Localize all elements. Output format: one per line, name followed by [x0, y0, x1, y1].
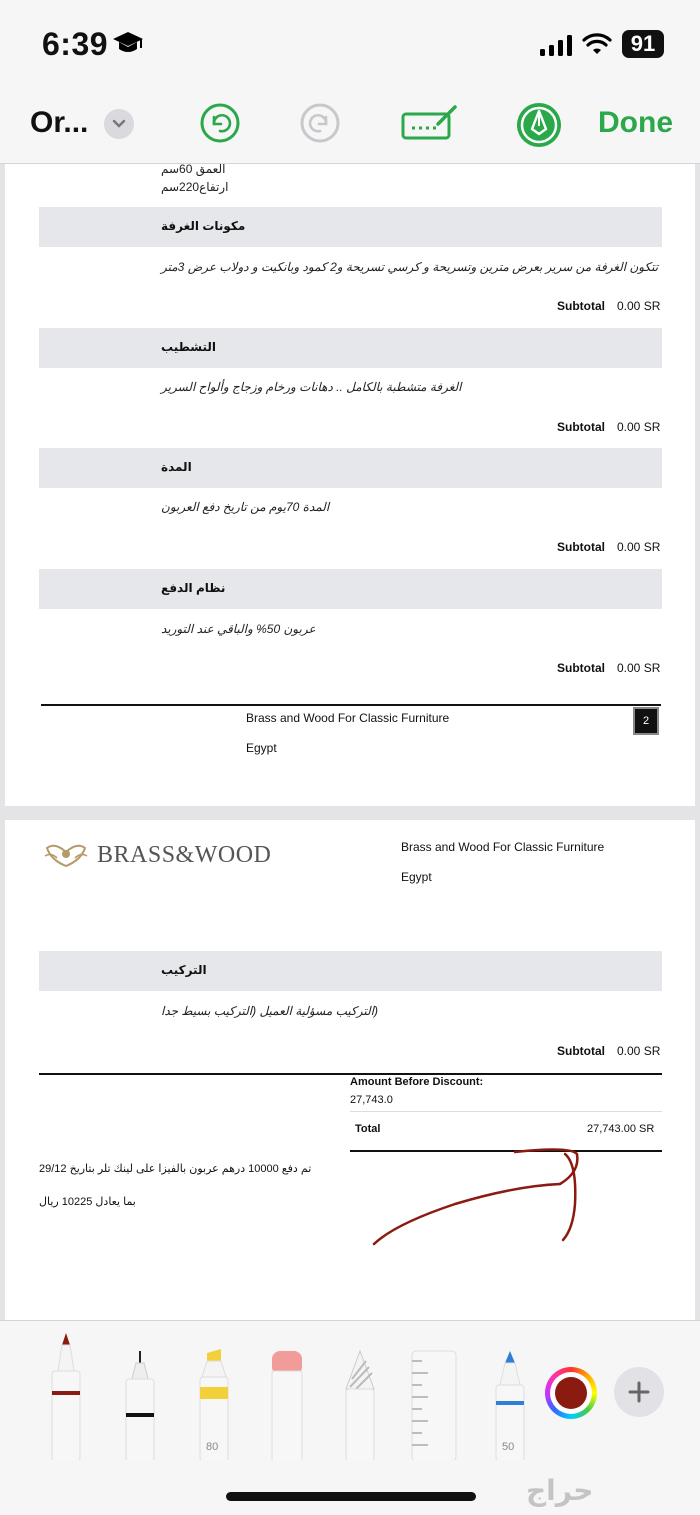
battery-indicator: 91 [622, 30, 664, 58]
document-view[interactable] [0, 164, 700, 1320]
color-picker-button[interactable] [545, 1367, 597, 1419]
footer-divider [41, 704, 661, 706]
status-time: 6:39 [42, 26, 109, 62]
selected-color-swatch [555, 1377, 587, 1409]
section-title: التشطيب [161, 340, 217, 354]
section-header [39, 207, 662, 247]
logo-wordmark: BRASS&WOOD [97, 841, 272, 868]
crayon-width-label: 50 [502, 1441, 515, 1453]
subtotal-value: 0.00 SR [617, 540, 661, 554]
totals-divider [39, 1073, 662, 1075]
company-name: Brass and Wood For Classic Furniture [401, 840, 605, 854]
document-title[interactable]: Or... [30, 106, 89, 139]
total-value: 27,743.00 SR [587, 1123, 655, 1135]
redo-button[interactable] [299, 102, 341, 144]
lasso-tool[interactable] [342, 1349, 378, 1461]
payment-note-line1: تم دفع 10000 درهم عربون بالفيزا على لينك تلر بتاريخ 29/12 [39, 1163, 312, 1175]
subtotal-label: Subtotal [557, 299, 605, 313]
color-picker-ring [550, 1372, 592, 1414]
handwritten-arrow-annotation [365, 1144, 595, 1248]
undo-button[interactable] [199, 102, 241, 144]
chevron-down-icon [112, 119, 126, 129]
title-menu-button[interactable] [104, 109, 134, 139]
home-area [0, 1460, 700, 1515]
section-body: المدة 70يوم من تاريخ دفع العربون [161, 500, 330, 514]
subtotal-label: Subtotal [557, 1044, 605, 1058]
section-title: التركيب [161, 963, 207, 977]
wifi-icon [582, 32, 612, 61]
subtotal-label: Subtotal [557, 661, 605, 675]
section-body: عربون 50% والباقي عند التوريد [161, 622, 316, 636]
add-annotation-button[interactable] [614, 1367, 664, 1417]
total-label: Total [355, 1123, 381, 1135]
section-title: مكونات الغرفة [161, 219, 246, 233]
section-body: (التركيب مسؤلية العميل (التركيب بسيط جدا [161, 1004, 378, 1018]
pen-tool[interactable] [48, 1331, 84, 1461]
section-title: المدة [161, 460, 192, 474]
section-header [39, 951, 662, 991]
subtotal-value: 0.00 SR [617, 299, 661, 313]
company-country: Egypt [401, 870, 432, 884]
footer-company: Brass and Wood For Classic Furniture [246, 711, 450, 725]
payment-note-line2: بما يعادل 10225 ريال [39, 1196, 136, 1208]
graduation-cap-icon [112, 30, 144, 61]
markup-tools-palette [0, 1320, 700, 1460]
plus-icon [627, 1380, 651, 1404]
eraser-tool[interactable] [270, 1351, 304, 1461]
ornament-logo-icon [43, 840, 89, 870]
subtotal-value: 0.00 SR [617, 661, 661, 675]
markup-toggle-button[interactable] [516, 102, 562, 148]
depth-line: العمق 60سم [161, 164, 226, 176]
section-body: تتكون الغرفة من سرير بعرض مترين وتسريحة و كرسي تسريحة و2 كمود وبانكيت و دولاب عرض 3متر [161, 260, 659, 274]
watermark: حراج [526, 1475, 594, 1506]
subtotal-label: Subtotal [557, 540, 605, 554]
home-indicator[interactable] [226, 1492, 476, 1501]
footer-country: Egypt [246, 741, 277, 755]
section-body: الغرفة متشطبة بالكامل .. دهانات ورخام وزجاج وألواح السرير [161, 380, 462, 394]
subtotal-value: 0.00 SR [617, 1044, 661, 1058]
totals-separator [350, 1111, 662, 1112]
fineliner-tool[interactable] [122, 1349, 158, 1461]
status-bar [0, 0, 700, 90]
cellular-signal-icon [540, 34, 572, 56]
amount-before-discount-value: 27,743.0 [350, 1094, 393, 1106]
document-page-2 [5, 820, 695, 1320]
highlighter-opacity-label: 80 [206, 1441, 219, 1453]
ruler-tool[interactable] [410, 1349, 458, 1461]
page-number-badge: 2 [635, 709, 657, 733]
amount-before-discount-label: Amount Before Discount: [350, 1076, 484, 1088]
section-title: نظام الدفع [161, 581, 226, 595]
height-line: ارتفاع220سم [161, 180, 229, 194]
document-page-1 [5, 164, 695, 806]
company-logo [43, 840, 271, 870]
section-header [39, 448, 662, 488]
redo-icon [299, 102, 341, 144]
done-button[interactable]: Done [598, 106, 673, 139]
section-header [39, 328, 662, 368]
markup-pen-icon [516, 102, 562, 148]
markup-toolbar [0, 90, 700, 164]
undo-icon [199, 102, 241, 144]
signature-button[interactable] [400, 102, 460, 144]
subtotal-value: 0.00 SR [617, 420, 661, 434]
signature-icon [400, 102, 460, 144]
subtotal-label: Subtotal [557, 420, 605, 434]
section-header [39, 569, 662, 609]
